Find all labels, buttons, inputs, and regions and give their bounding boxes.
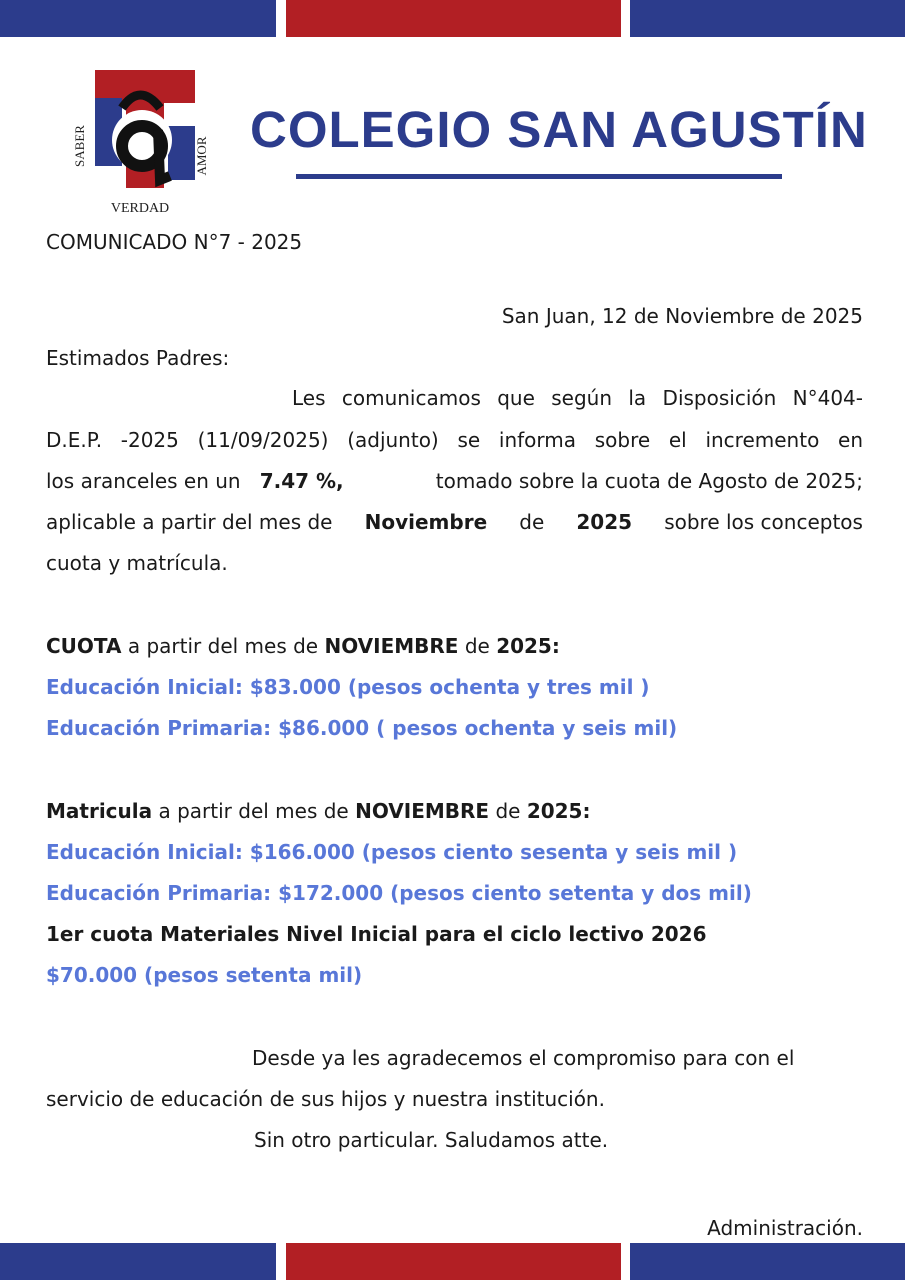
cuota-inicial: Educación Inicial: $83.000 (pesos ochenta y tres mil ): [46, 675, 650, 699]
heading-month: NOVIEMBRE: [324, 634, 459, 658]
cuota-label: CUOTA: [46, 634, 122, 658]
paragraph-line-2: D.E.P. -2025 (11/09/2025) (adjunto) se informa sobre el incremento en: [46, 428, 863, 452]
logo-text-left: SABER: [72, 125, 87, 167]
heading-year: 2025:: [496, 634, 560, 658]
cuota-heading: [46, 632, 863, 660]
paragraph-line-1: Les comunicamos que según la Disposición N°404-: [292, 386, 863, 410]
bottom-bar-right: [630, 1243, 905, 1280]
matricula-label: Matricula: [46, 799, 153, 823]
heading-text: a partir del mes de: [127, 634, 319, 658]
school-logo: [70, 68, 220, 218]
greeting: Estimados Padres:: [46, 346, 230, 370]
matricula-primaria: Educación Primaria: $172.000 (pesos ciento setenta y dos mil): [46, 881, 752, 905]
bottom-bar-left: [0, 1243, 276, 1280]
paragraph-text: los aranceles en un: [46, 469, 241, 493]
logo-text-bottom: VERDAD: [110, 201, 170, 216]
bottom-bar-center: [286, 1243, 621, 1280]
heading-year: 2025:: [526, 799, 591, 823]
paragraph-line-3: [46, 467, 863, 495]
paragraph-text: tomado sobre la cuota de Agosto de 2025;: [435, 469, 863, 493]
materiales-amount: $70.000 (pesos setenta mil): [46, 963, 363, 987]
heading-month: NOVIEMBRE: [355, 799, 490, 823]
materiales-label: 1er cuota Materiales Nivel Inicial para el ciclo lectivo 2026: [46, 922, 707, 946]
top-bar-left: [0, 0, 276, 37]
effective-month: Noviembre: [364, 510, 488, 534]
matricula-inicial: Educación Inicial: $166.000 (pesos ciento sesenta y seis mil ): [46, 840, 738, 864]
matricula-heading: [46, 797, 863, 825]
effective-year: 2025: [576, 510, 633, 534]
logo-text-right: AMOR: [194, 136, 209, 176]
paragraph-line-5: cuota y matrícula.: [46, 551, 228, 575]
closing-line-1: Desde ya les agradecemos el compromiso para con el: [252, 1046, 795, 1070]
paragraph-text: aplicable a partir del mes de: [46, 510, 333, 534]
communique-date: San Juan, 12 de Noviembre de 2025: [501, 304, 863, 328]
paragraph-line-4: [46, 508, 863, 536]
signature: Administración.: [707, 1216, 863, 1240]
closing-line-3: Sin otro particular. Saludamos atte.: [254, 1128, 609, 1152]
communique-number: COMUNICADO N°7 - 2025: [46, 230, 303, 254]
closing-line-2: servicio de educación de sus hijos y nuestra institución.: [46, 1087, 605, 1111]
heading-text: de: [495, 799, 521, 823]
increase-percentage: 7.47 %,: [259, 469, 344, 493]
paragraph-text: de: [519, 510, 545, 534]
top-bar-center: [286, 0, 621, 37]
title-underline: [296, 174, 782, 179]
cuota-primaria: Educación Primaria: $86.000 ( pesos ochenta y seis mil): [46, 716, 678, 740]
heading-text: de: [464, 634, 490, 658]
paragraph-text: sobre los conceptos: [664, 510, 863, 534]
top-bar-right: [630, 0, 905, 37]
heading-text: a partir del mes de: [158, 799, 349, 823]
school-name: COLEGIO SAN AGUSTÍN: [250, 101, 868, 158]
